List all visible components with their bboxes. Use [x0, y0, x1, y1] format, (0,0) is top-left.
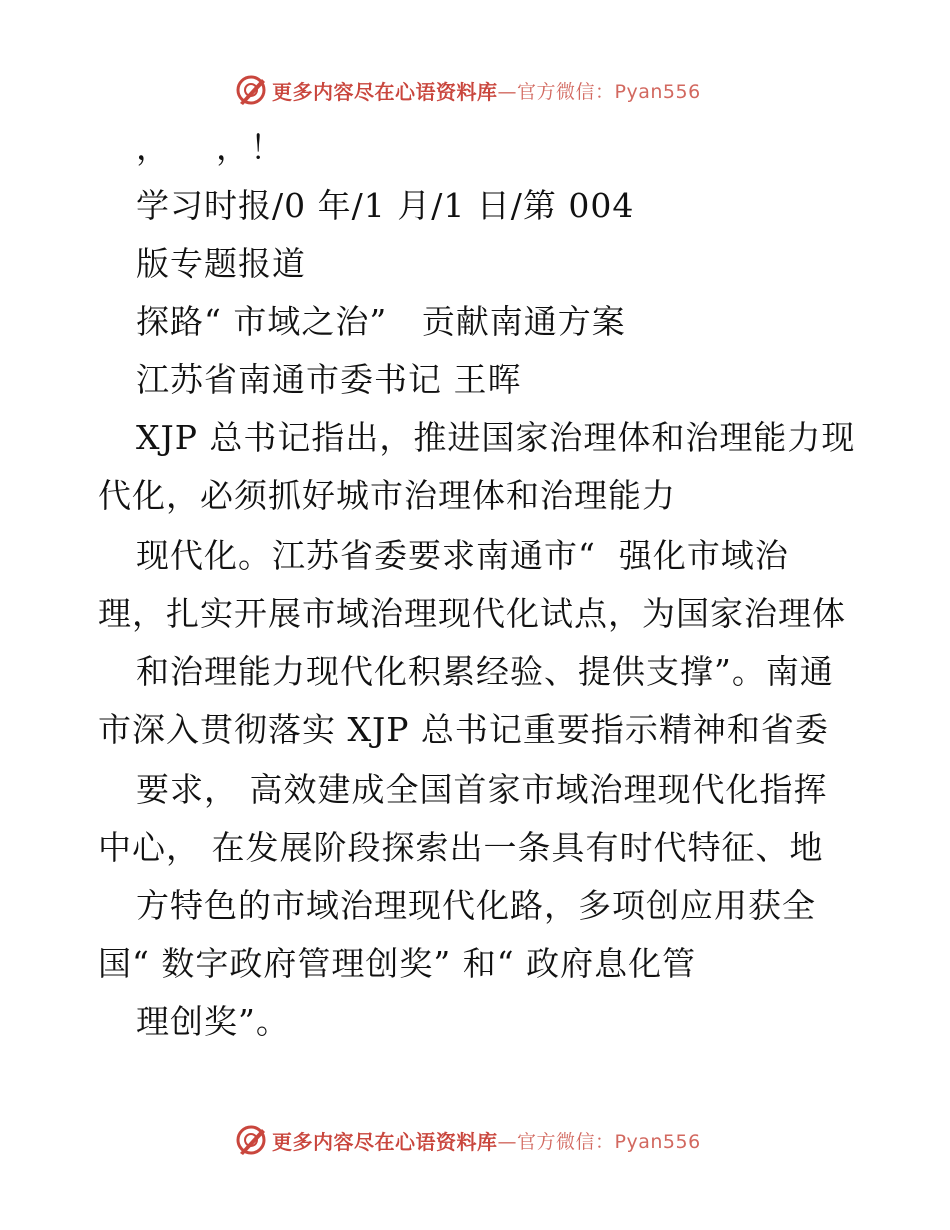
paragraph-line: 方特色的市域治理现代化路，多项创应用获全	[136, 886, 816, 925]
watermark-wechat-text: —官方微信：Pyan556	[497, 80, 701, 103]
paragraph-line: 理创奖”。	[136, 1002, 290, 1041]
watermark-main-text: 更多内容尽在心语资料库	[272, 79, 498, 104]
watermark-footer	[234, 1122, 701, 1158]
paragraph-line: 代化，必须抓好城市治理体和治理能力	[98, 476, 676, 515]
watermark-header	[234, 72, 701, 108]
paragraph-line: 和治理能力现代化积累经验、提供支撑”。南通	[136, 652, 834, 691]
pen-logo-icon	[234, 1123, 268, 1157]
paragraph-line: 国“ 数字政府管理创奖” 和“ 政府息化管	[98, 944, 697, 983]
text-line-section: 版专题报道	[136, 244, 306, 283]
article-author: 江苏省南通市委书记 王晖	[136, 360, 522, 399]
text-line-punctuation: ， ，！	[136, 128, 284, 167]
text-line-source: 学习时报/0 年/1 月/1 日/第 004	[136, 186, 635, 225]
paragraph-line: 市深入贯彻落实 XJP 总书记重要指示精神和省委	[98, 710, 829, 749]
paragraph-line: 要求， 高效建成全国首家市域治理现代化指挥	[136, 770, 828, 809]
watermark-main-text: 更多内容尽在心语资料库	[272, 1129, 498, 1154]
paragraph-line: 现代化。江苏省委要求南通市“ 强化市域治	[136, 536, 789, 575]
paragraph-line: XJP 总书记指出，推进国家治理体和治理能力现	[136, 418, 856, 457]
pen-logo-icon	[234, 73, 268, 107]
article-title: 探路“ 市域之治” 贡献南通方案	[136, 302, 626, 341]
paragraph-line: 理，扎实开展市域治理现代化试点，为国家治理体	[98, 594, 846, 633]
watermark-wechat-text: —官方微信：Pyan556	[497, 1130, 701, 1153]
paragraph-line: 中心， 在发展阶段探索出一条具有时代特征、地	[98, 828, 824, 867]
